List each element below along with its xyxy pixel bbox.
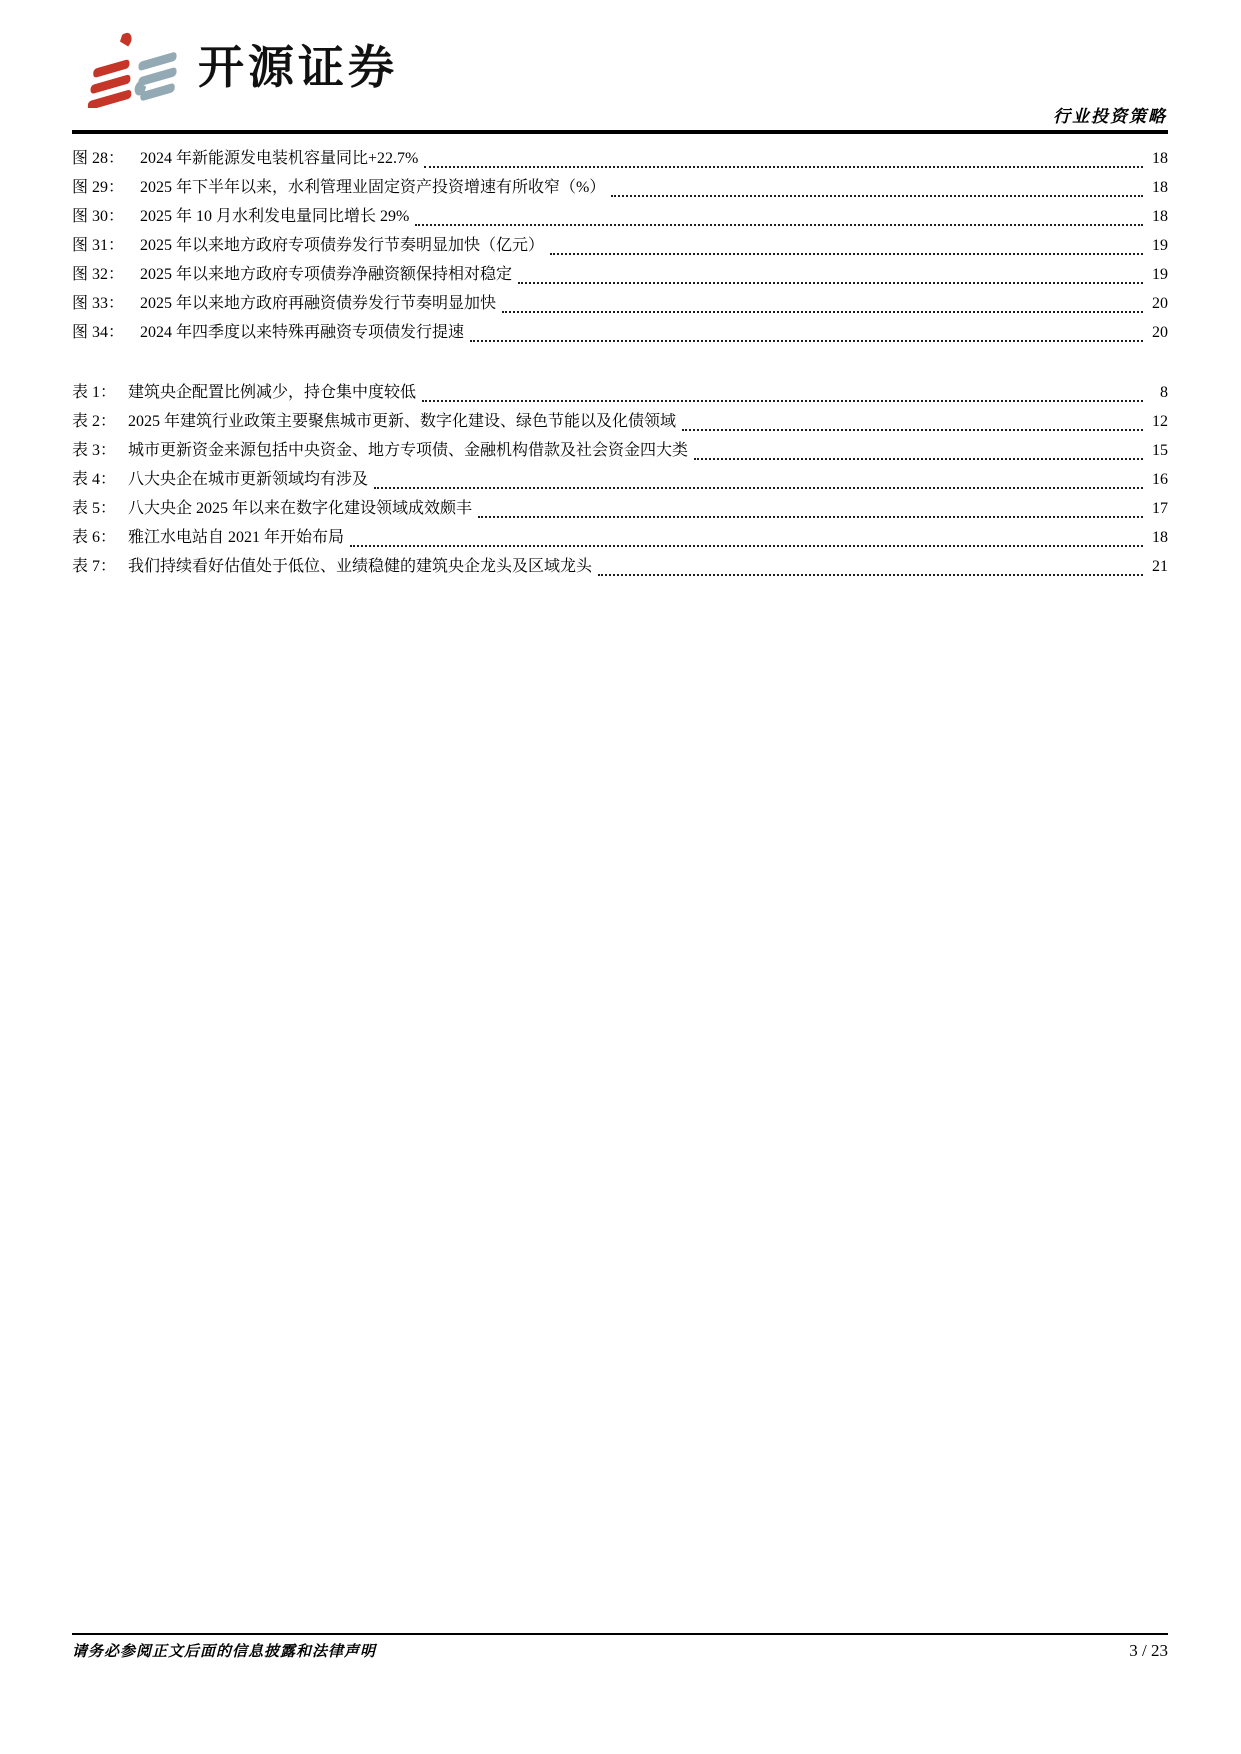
toc-entry-label: 表 3： bbox=[72, 442, 117, 459]
toc-entry-title: 雅江水电站自 2021 年开始布局 bbox=[128, 529, 345, 546]
toc-entry-label: 图 30： bbox=[72, 208, 125, 225]
toc-entry-title: 八大央企在城市更新领域均有涉及 bbox=[128, 471, 369, 488]
toc-tables-list bbox=[72, 378, 1168, 581]
dotted-leader bbox=[415, 224, 1143, 226]
dotted-leader bbox=[478, 516, 1143, 518]
toc-entry-title: 城市更新资金来源包括中央资金、地方专项债、金融机构借款及社会资金四大类 bbox=[128, 442, 689, 459]
toc-entry-page: 16 bbox=[1152, 471, 1168, 488]
toc-entry-title: 2025 年以来地方政府再融资债券发行节奏明显加快 bbox=[140, 295, 497, 312]
toc-entry-title: 2025 年 10 月水利发电量同比增长 29% bbox=[140, 208, 410, 225]
toc-entry-label: 图 33： bbox=[72, 295, 125, 312]
toc-entry-label: 表 4： bbox=[72, 471, 117, 488]
toc-entry-label: 表 2： bbox=[72, 413, 117, 430]
footer-divider bbox=[72, 1633, 1168, 1635]
toc-table-entry[interactable] bbox=[72, 407, 1168, 436]
toc-table-entry[interactable] bbox=[72, 436, 1168, 465]
toc-table-entry[interactable] bbox=[72, 378, 1168, 407]
toc-entry-title: 我们持续看好估值处于低位、业绩稳健的建筑央企龙头及区域龙头 bbox=[128, 558, 593, 575]
dotted-leader bbox=[374, 487, 1143, 489]
dotted-leader bbox=[470, 340, 1143, 342]
toc-entry-page: 20 bbox=[1152, 324, 1168, 341]
toc-figure-entry[interactable] bbox=[72, 260, 1168, 289]
toc-entry-page: 20 bbox=[1152, 295, 1168, 312]
header-divider bbox=[72, 130, 1168, 134]
toc-entry-page: 18 bbox=[1152, 208, 1168, 225]
toc-figure-entry[interactable] bbox=[72, 231, 1168, 260]
report-type-label: 行业投资策略 bbox=[1053, 107, 1167, 126]
footer-page-indicator: 3 / 23 bbox=[1129, 1641, 1168, 1660]
kaiyuan-logo-icon bbox=[82, 32, 186, 108]
dotted-leader bbox=[350, 545, 1143, 547]
toc-entry-label: 图 34： bbox=[72, 324, 125, 341]
toc-entry-page: 18 bbox=[1152, 179, 1168, 196]
toc-figure-entry[interactable] bbox=[72, 173, 1168, 202]
toc-entry-page: 15 bbox=[1152, 442, 1168, 459]
toc-table-entry[interactable] bbox=[72, 494, 1168, 523]
toc-entry-label: 表 7： bbox=[72, 558, 117, 575]
toc-figures-list bbox=[72, 144, 1168, 347]
dotted-leader bbox=[550, 253, 1143, 255]
toc-entry-title: 2025 年建筑行业政策主要聚焦城市更新、数字化建设、绿色节能以及化债领域 bbox=[128, 413, 677, 430]
toc-figure-entry[interactable] bbox=[72, 144, 1168, 173]
toc-entry-page: 12 bbox=[1152, 413, 1168, 430]
dotted-leader bbox=[424, 166, 1143, 168]
toc-entry-label: 表 5： bbox=[72, 500, 117, 517]
toc-entry-page: 17 bbox=[1152, 500, 1168, 517]
toc-entry-label: 图 29： bbox=[72, 179, 125, 196]
toc-entry-title: 建筑央企配置比例减少，持仓集中度较低 bbox=[128, 384, 417, 401]
toc-entry-page: 19 bbox=[1152, 266, 1168, 283]
toc-entry-label: 图 28： bbox=[72, 150, 125, 167]
toc-figure-entry[interactable] bbox=[72, 318, 1168, 347]
toc-entry-page: 18 bbox=[1152, 529, 1168, 546]
dotted-leader bbox=[611, 195, 1143, 197]
toc-entry-page: 18 bbox=[1152, 150, 1168, 167]
dotted-leader bbox=[682, 429, 1143, 431]
toc-table-entry[interactable] bbox=[72, 523, 1168, 552]
brand-name: 开源证券 bbox=[198, 40, 398, 94]
toc-entry-title: 2024 年四季度以来特殊再融资专项债发行提速 bbox=[140, 324, 465, 341]
toc-figure-entry[interactable] bbox=[72, 202, 1168, 231]
toc-entry-page: 8 bbox=[1160, 384, 1168, 401]
toc-entry-label: 图 31： bbox=[72, 237, 125, 254]
toc-table-entry[interactable] bbox=[72, 552, 1168, 581]
toc-entry-title: 八大央企 2025 年以来在数字化建设领域成效颇丰 bbox=[128, 500, 473, 517]
toc-entry-title: 2024 年新能源发电装机容量同比+22.7% bbox=[140, 150, 419, 167]
toc-entry-label: 图 32： bbox=[72, 266, 125, 283]
toc-entry-label: 表 6： bbox=[72, 529, 117, 546]
dotted-leader bbox=[422, 400, 1143, 402]
dotted-leader bbox=[518, 282, 1143, 284]
footer-disclaimer: 请务必参阅正文后面的信息披露和法律声明 bbox=[72, 1644, 377, 1660]
toc-entry-label: 表 1： bbox=[72, 384, 117, 401]
toc-table-entry[interactable] bbox=[72, 465, 1168, 494]
toc-entry-title: 2025 年下半年以来，水利管理业固定资产投资增速有所收窄（%） bbox=[140, 179, 606, 196]
footer bbox=[72, 1640, 1168, 1661]
dotted-leader bbox=[694, 458, 1143, 460]
brand-logo bbox=[82, 32, 398, 108]
toc-entry-title: 2025 年以来地方政府专项债券发行节奏明显加快（亿元） bbox=[140, 237, 545, 254]
toc-entry-page: 19 bbox=[1152, 237, 1168, 254]
dotted-leader bbox=[598, 574, 1143, 576]
toc-figure-entry[interactable] bbox=[72, 289, 1168, 318]
toc-entry-title: 2025 年以来地方政府专项债券净融资额保持相对稳定 bbox=[140, 266, 513, 283]
dotted-leader bbox=[502, 311, 1143, 313]
toc-entry-page: 21 bbox=[1152, 558, 1168, 575]
